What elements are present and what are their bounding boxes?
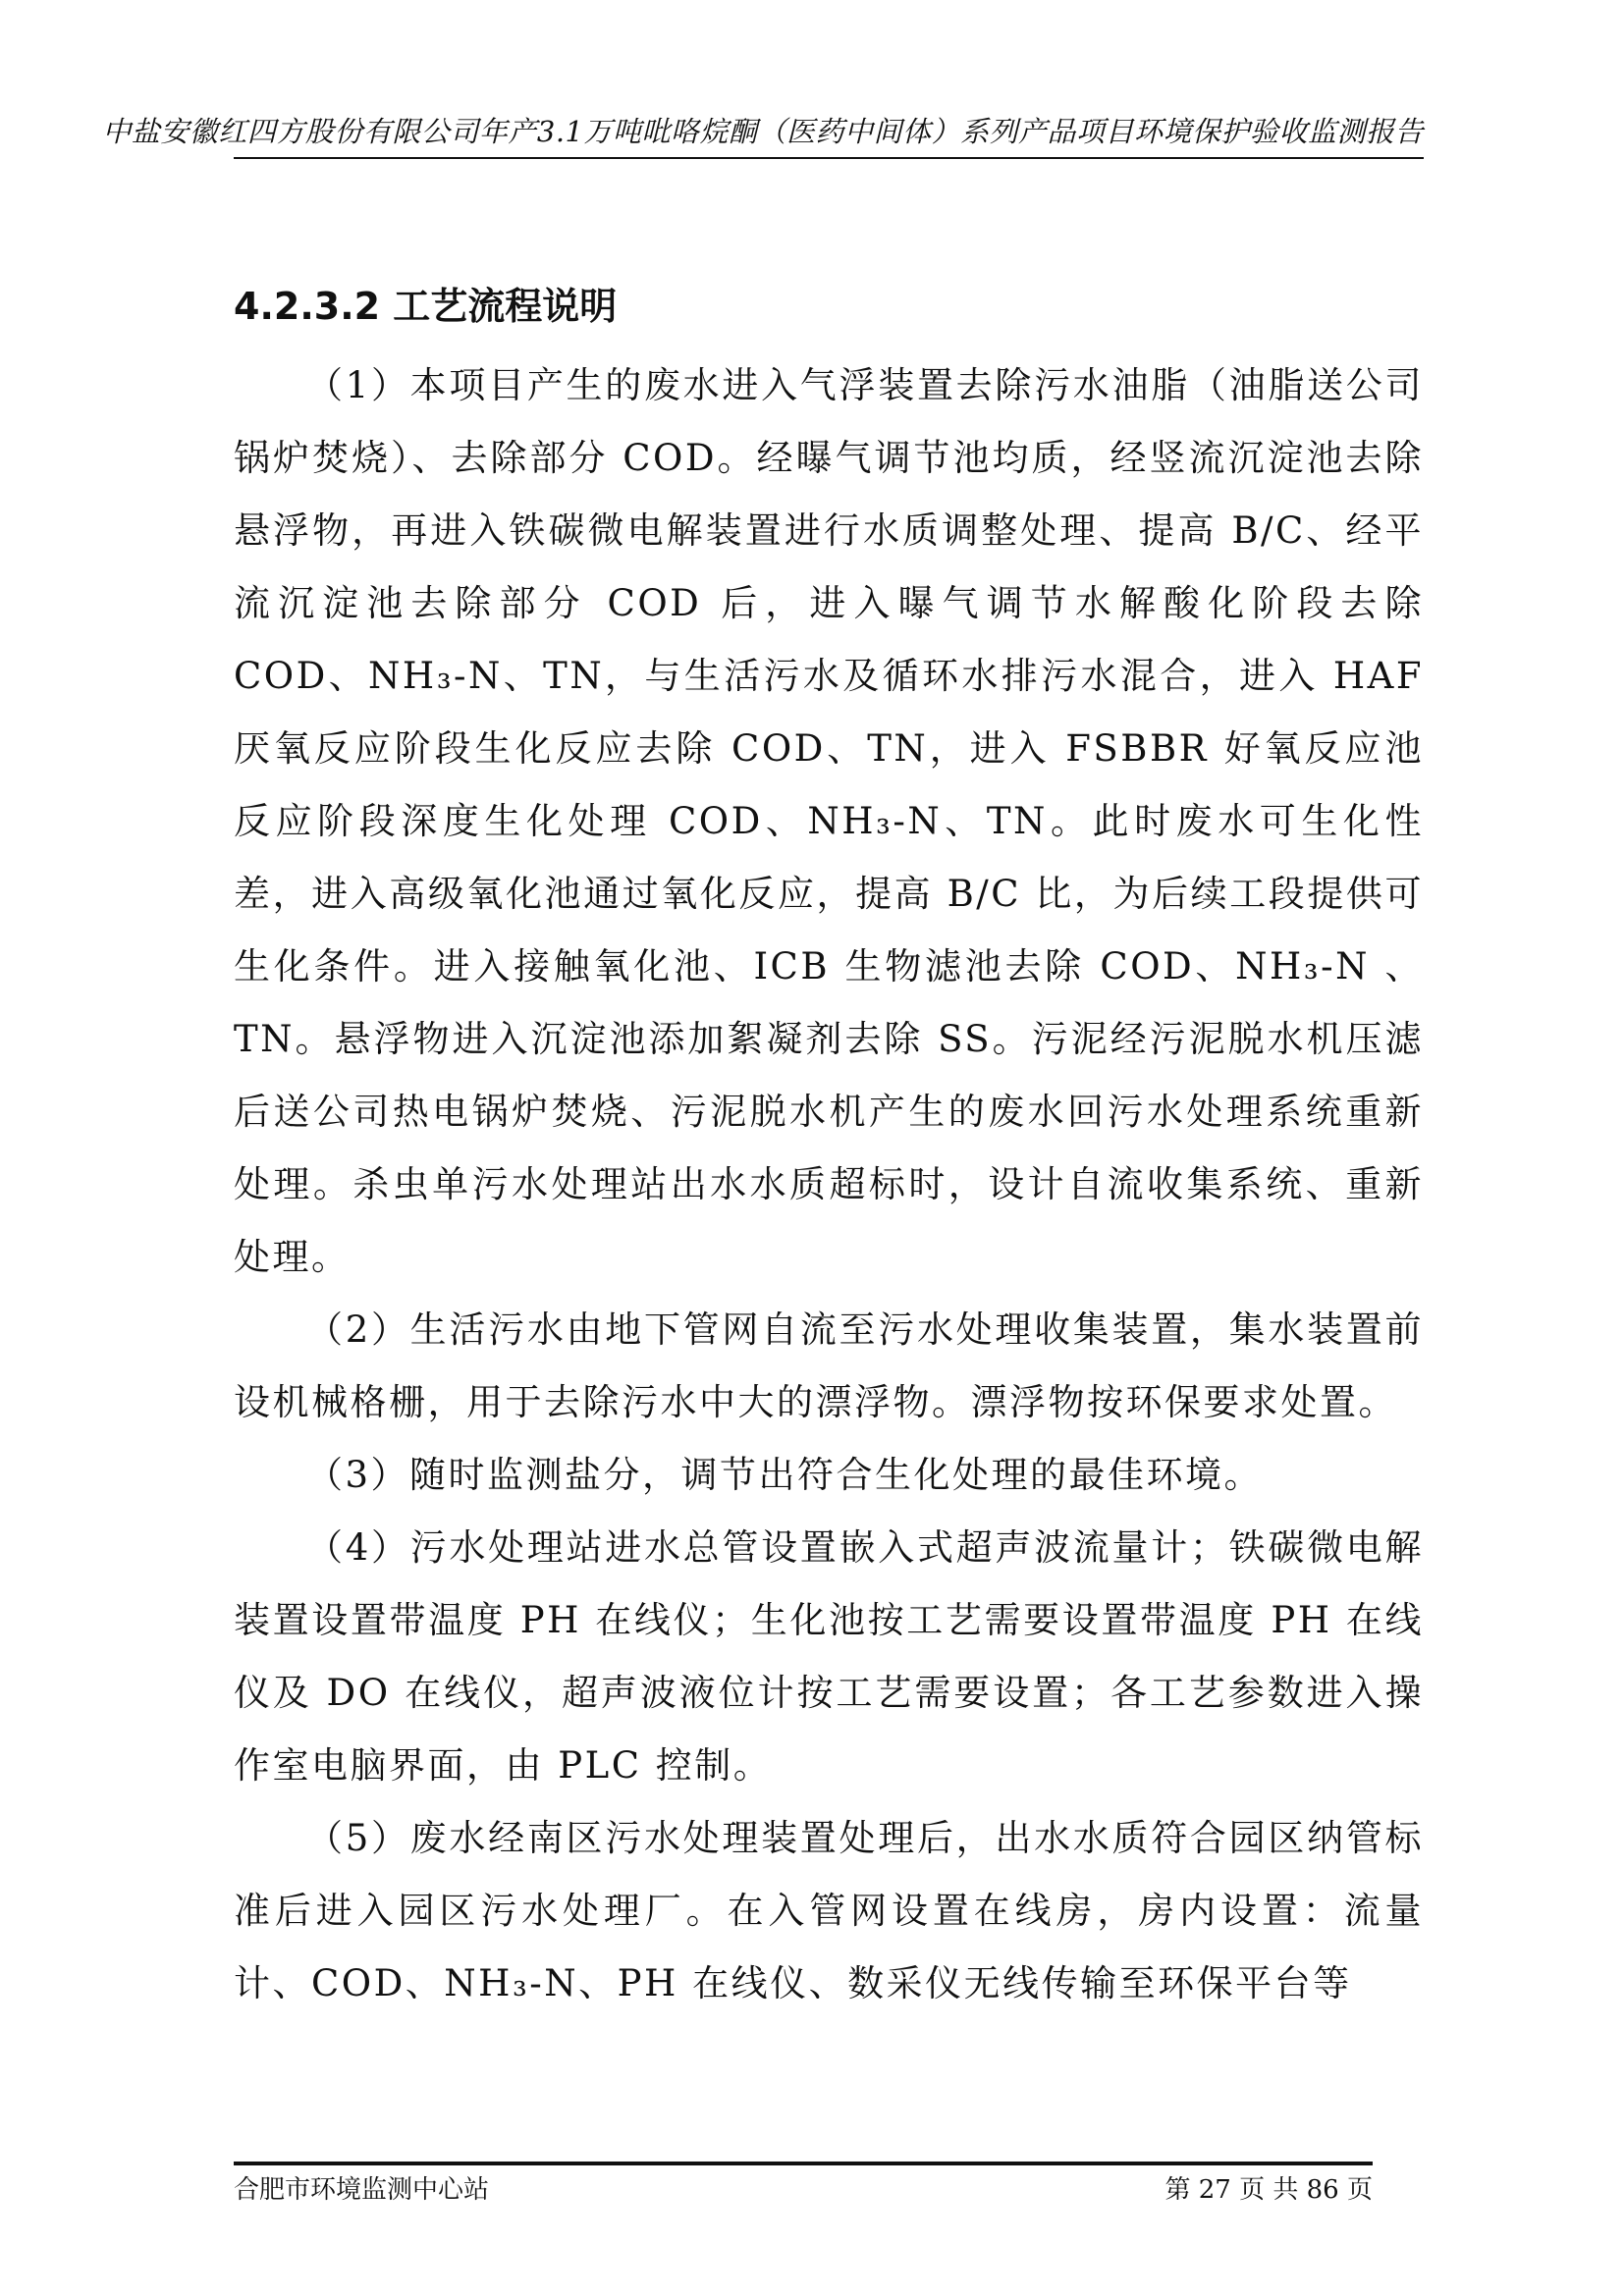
paragraph-2: （2）生活污水由地下管网自流至污水处理收集装置，集水装置前设机械格栅，用于去除污水中大的漂浮物。漂浮物按环保要求处置。 bbox=[234, 1308, 1424, 1423]
body-text bbox=[234, 349, 1424, 2020]
paragraph-4: （4）污水处理站进水总管设置嵌入式超声波流量计；铁碳微电解装置设置带温度 PH 在线仪；生化池按工艺需要设置带温度 PH 在线仪及 DO 在线仪，超声波液位计按工艺需要设置；各工艺参数进入操作室电脑界面，由 PLC 控制。 bbox=[234, 1526, 1424, 1787]
header-rule bbox=[234, 157, 1424, 159]
section-heading: 4.2.3.2 工艺流程说明 bbox=[234, 285, 618, 328]
paragraph-1: （1）本项目产生的废水进入气浮装置去除污水油脂（油脂送公司锅炉焚烧）、去除部分 COD。经曝气调节池均质，经竖流沉淀池去除悬浮物，再进入铁碳微电解装置进行水质调整处理、提高 B/C、经平流沉淀池去除部分 COD 后，进入曝气调节水解酸化阶段去除 COD、NH₃-N、TN，与生活污水及循环水排污水混合，进入 HAF 厌氧反应阶段生化反应去除 COD、TN，进入 FSBBR 好氧反应池反应阶段深度生化处理 COD、NH₃-N、TN。此时废水可生化性差，进入高级氧化池通过氧化反应，提高 B/C 比，为后续工段提供可生化条件。进入接触氧化池、ICB 生物滤池去除 COD、NH₃-N 、TN。悬浮物进入沉淀池添加絮凝剂去除 SS。污泥经污泥脱水机压滤后送公司热电锅炉焚烧、污泥脱水机产生的废水回污水处理系统重新处理。杀虫单污水处理站出水水质超标时，设计自流收集系统、重新处理。 bbox=[234, 364, 1424, 1278]
page-header: 中盐安徽红四方股份有限公司年产3.1万吨吡咯烷酮（医药中间体）系列产品项目环境保护验收监测报告 bbox=[102, 115, 1424, 148]
footer-organization: 合肥市环境监测中心站 bbox=[234, 2175, 490, 2205]
paragraph-5: （5）废水经南区污水处理装置处理后，出水水质符合园区纳管标准后进入园区污水处理厂。在入管网设置在线房，房内设置：流量计、COD、NH₃-N、PH 在线仪、数采仪无线传输至环保平台等 bbox=[234, 1817, 1424, 2004]
paragraph-3: （3）随时监测盐分，调节出符合生化处理的最佳环境。 bbox=[306, 1454, 1264, 1496]
footer-page-number: 第 27 页 共 86 页 bbox=[1164, 2175, 1373, 2205]
page-footer bbox=[234, 2162, 1373, 2207]
